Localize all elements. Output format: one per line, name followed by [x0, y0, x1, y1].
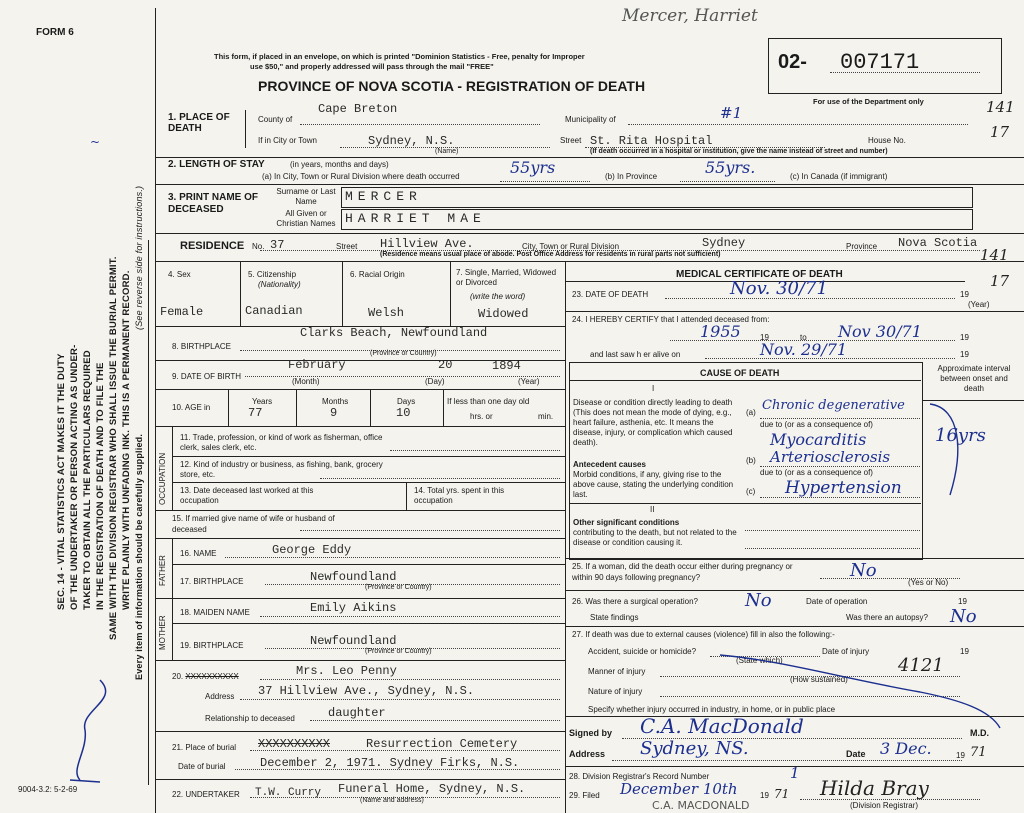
- dept-code-1: 141: [986, 98, 1015, 116]
- date-year: 71: [970, 745, 987, 760]
- d24-from: 1955: [700, 322, 741, 341]
- cause-c-rule: [760, 497, 920, 498]
- age-div-1: [228, 390, 229, 426]
- interval-bracket: [920, 400, 980, 510]
- address-value: Sydney, NS.: [640, 738, 749, 759]
- dept-use-note: For use of the Department only: [813, 97, 924, 106]
- stay-b-value: 55yrs.: [705, 158, 756, 177]
- municipality-label: Municipality of: [565, 115, 616, 124]
- direct-label: Disease or condition directly leading to death (This does not mean the mode of dying, e.g., heart failure, asthenia, etc. It means the disease, injury, or complication which caused death).: [573, 398, 733, 447]
- row-rule-c: [155, 389, 565, 390]
- medical-rule-4: [565, 626, 1024, 627]
- dept-code-3: 141: [980, 246, 1009, 264]
- col-div-2: [342, 262, 343, 326]
- burial-place-label: 21. Place of burial: [172, 743, 237, 752]
- sex-value: Female: [160, 305, 204, 319]
- burial-place-rule: [250, 750, 560, 751]
- age-years: 77: [248, 406, 263, 420]
- occupation-15: 15. If married give name of wife or husband of deceased: [172, 514, 335, 534]
- row-rule-j: [155, 779, 565, 780]
- row-rule-h: [155, 660, 565, 661]
- occupation-14: 14. Total yrs. spent in this occupation: [414, 486, 505, 505]
- other-rule-1: [745, 530, 920, 531]
- q26-value: No: [745, 590, 772, 611]
- dob-month-caption: (Month): [292, 377, 320, 386]
- municipality-value: #1: [720, 104, 743, 122]
- father-rule: [172, 564, 565, 565]
- roman-1: I: [652, 384, 655, 393]
- d23-value: Nov. 30/71: [730, 278, 828, 299]
- residence-note: (Residence means usual place of abode. Post Office Address for residents in rural parts not sufficient): [380, 251, 721, 258]
- stay-b-label: (b) In Province: [605, 172, 658, 181]
- informant-addr: 37 Hillview Ave., Sydney, N.S.: [258, 684, 475, 698]
- form-title: PROVINCE OF NOVA SCOTIA - REGISTRATION OF DEATH: [258, 78, 646, 94]
- cause-heading-rule: [569, 380, 921, 381]
- mother-bp: Newfoundland: [310, 634, 397, 648]
- section-rule-1: [155, 157, 1024, 158]
- antecedent-label: Antecedent causes Morbid conditions, if any, giving rise to the above cause, stating the underlying condition last.: [573, 460, 734, 499]
- registration-prefix: 02-: [778, 51, 807, 73]
- county-value: Cape Breton: [318, 102, 398, 116]
- spouse-rule: [300, 530, 560, 531]
- cause-a-marker: (a): [746, 408, 756, 417]
- street-label: Street: [560, 136, 582, 145]
- informant-sig: Mrs. Leo Penny: [296, 664, 397, 678]
- sec14-line-1: SEC. 14 - VITAL STATISTICS ACT MAKES IT THE DUTY: [56, 353, 67, 610]
- col-div-1: [240, 262, 241, 326]
- residence-no-label: No.: [252, 242, 265, 251]
- registrar-caption: (Division Registrar): [850, 801, 919, 810]
- mail-notice-line-2: use $50," and properly addressed will pass through the mail "FREE": [250, 62, 494, 71]
- surname-box: [341, 187, 973, 208]
- father-side-rule: [172, 538, 173, 598]
- yes-no-caption: (Yes or No): [908, 578, 949, 587]
- racial-label: 6. Racial Origin: [350, 270, 405, 279]
- q29-label: 29. Filed: [569, 791, 600, 800]
- autopsy-label: Was there an autopsy?: [846, 613, 928, 622]
- mother-maiden-rule: [260, 616, 560, 617]
- sec14-line-3: TAKER TO OBTAIN ALL THE PARTICULARS REQUIRED: [82, 350, 93, 610]
- d24-to-label: to: [800, 333, 807, 342]
- given-label: All Given or Christian Names: [276, 209, 336, 228]
- alive-label: and last saw h er alive on: [590, 350, 681, 359]
- q26-label: 26. Was there a surgical operation?: [572, 597, 698, 606]
- residence-city-label: City, Town or Rural Division: [522, 242, 620, 251]
- informant-rel-rule: [310, 720, 560, 721]
- cause-b-marker: (b): [746, 456, 756, 465]
- alive-value: Nov. 29/71: [760, 340, 848, 359]
- d23-19: 19: [960, 290, 969, 299]
- d24-19: 19: [760, 333, 769, 342]
- father-bp: Newfoundland: [310, 570, 397, 584]
- occupation-12-rule: [320, 478, 560, 479]
- occupation-side-rule: [172, 426, 173, 510]
- address-rule: [612, 760, 962, 761]
- age-hrs: hrs. or: [470, 412, 493, 421]
- signed-label: Signed by: [569, 728, 613, 738]
- undertaker-label: 22. UNDERTAKER: [172, 790, 240, 799]
- d24-19b: 19: [960, 333, 969, 342]
- form-number: FORM 6: [36, 27, 74, 38]
- citizenship-value: Canadian: [245, 304, 303, 318]
- mail-notice-line-1: This form, if placed in an envelope, on which is printed "Dominion Statistics - Free, penalty for Improper: [214, 52, 585, 61]
- residence-province-label: Province: [846, 242, 878, 251]
- marital-label: 7. Single, Married, Widowed or Divorced: [456, 268, 557, 287]
- city-caption: (Name): [435, 148, 459, 155]
- medical-rule-2: [565, 558, 1024, 559]
- father-bp-label: 17. BIRTHPLACE: [180, 577, 244, 586]
- section-rule-2: [155, 184, 1024, 185]
- birthplace-caption: (Province or Country): [370, 350, 437, 357]
- racial-value: Welsh: [368, 306, 405, 320]
- date-value: 3 Dec.: [880, 739, 932, 758]
- age-min: min.: [538, 412, 554, 421]
- specify-label: Specify whether injury occurred in industry, in home, or in public place: [588, 705, 836, 714]
- other-rule-2: [745, 548, 920, 549]
- mother-maiden-label: 18. MAIDEN NAME: [180, 608, 250, 617]
- col-div-3: [450, 262, 451, 326]
- every-item-note: Every item of information should be carefully supplied.: [134, 433, 144, 680]
- age-months-label: Months: [322, 397, 349, 406]
- state-which: (State which): [736, 656, 783, 665]
- surname-label: Surname or Last Name: [276, 187, 336, 206]
- stay-a-value: 55yrs: [510, 158, 556, 177]
- occupation-11: 11. Trade, profession, or kind of work as fisherman, office clerk, sales clerk, etc.: [180, 433, 383, 452]
- margin-scribble: ~: [90, 135, 101, 149]
- nature-label: Nature of injury: [588, 687, 643, 696]
- informant-rel: daughter: [328, 706, 386, 720]
- informant-addr-label: Address: [205, 692, 235, 701]
- birthplace-label: 8. BIRTHPLACE: [172, 342, 231, 351]
- section-rule-4: [155, 261, 1024, 262]
- row-rule-e: [155, 510, 565, 511]
- sec14-line-2: OF THE UNDERTAKER OR PERSON ACTING AS UNDER-: [69, 344, 80, 610]
- father-name: George Eddy: [272, 543, 352, 557]
- cause-b-value: Arteriosclerosis: [770, 448, 891, 466]
- father-name-rule: [225, 557, 560, 558]
- age-days: 10: [396, 406, 411, 420]
- top-annotation: Mercer, Harriet: [622, 6, 758, 26]
- stay-label: 2. LENGTH OF STAY: [168, 159, 265, 170]
- printed-name: C.A. MACDONALD: [652, 799, 750, 812]
- age-years-label: Years: [252, 397, 273, 406]
- form-code: 9004-3.2: 5-2-69: [18, 785, 78, 794]
- sex-label: 4. Sex: [168, 270, 191, 279]
- undertaker-caption: (Name and address): [360, 797, 424, 804]
- stay-c-label: (c) In Canada (if immigrant): [790, 172, 888, 181]
- state-findings-label: State findings: [590, 613, 639, 622]
- dept-code-4: 17: [990, 272, 1010, 290]
- d23-rule: [665, 298, 955, 299]
- margin-rule: [148, 240, 149, 785]
- cause-b-due: due to (or as a consequence of): [760, 468, 873, 477]
- citizenship-caption: (Nationality): [258, 280, 301, 289]
- other-label: Other significant conditions contributing to the death, but not related to the disease or condition causing it.: [573, 518, 737, 547]
- house-label: House No.: [868, 136, 906, 145]
- q28-label: 28. Division Registrar's Record Number: [569, 772, 710, 781]
- informant-rel-label: Relationship to deceased: [205, 714, 295, 723]
- stay-a-rule: [500, 181, 590, 182]
- mother-side-label: MOTHER: [158, 615, 167, 650]
- surname-value: MERCER: [345, 189, 422, 204]
- medical-heading: MEDICAL CERTIFICATE OF DEATH: [676, 269, 843, 280]
- mother-side-rule: [172, 598, 173, 660]
- margin-signature-mark: [60, 670, 120, 790]
- father-side-label: FATHER: [158, 555, 167, 586]
- reg-number-rule: [830, 72, 980, 73]
- occupation-rule-1: [172, 456, 565, 457]
- manner-label: Manner of injury: [588, 667, 646, 676]
- marital-value: Widowed: [478, 307, 529, 321]
- medical-rule-1: [565, 311, 1024, 312]
- interval-heading: Approximate interval between onset and death: [937, 364, 1011, 393]
- stay-caption: (in years, months and days): [290, 160, 389, 169]
- cause-c-value: Hypertension: [785, 478, 902, 498]
- d24-to: Nov 30/71: [838, 322, 922, 341]
- op-date-label: Date of operation: [806, 597, 868, 606]
- hospital-note: (If death occurred in a hospital or institution, give the name instead of street and number): [590, 148, 888, 155]
- mother-maiden: Emily Aikins: [310, 601, 397, 615]
- occupation-rule-2: [172, 482, 565, 483]
- address-label: Address: [569, 749, 606, 759]
- cause-heading: CAUSE OF DEATH: [700, 368, 780, 378]
- occupation-div: [406, 482, 407, 510]
- alive-rule: [705, 358, 955, 359]
- d23-year: (Year): [968, 300, 990, 309]
- autopsy-value: No: [950, 606, 977, 627]
- row-rule-g: [155, 598, 565, 599]
- cause-a-due: due to (or as a consequence of): [760, 420, 873, 429]
- dob-label: 9. DATE OF BIRTH: [172, 372, 242, 381]
- date-19: 19: [956, 751, 965, 760]
- birthplace-value: Clarks Beach, Newfoundland: [300, 326, 488, 340]
- residence-city: Sydney: [702, 236, 746, 250]
- city-label: If in City or Town: [258, 136, 317, 145]
- q25-label: 25. If a woman, did the death occur either during pregnancy or within 90 days following pregnancy?: [572, 562, 793, 582]
- sec14-line-6: WRITE PLAINLY WITH UNFADING INK. THIS IS A PERMANENT RECORD.: [121, 270, 132, 610]
- residence-no: 37: [270, 238, 285, 252]
- city-value: Sydney, N.S.: [368, 134, 455, 148]
- injury-19: 19: [960, 647, 969, 656]
- name-label: 3. PRINT NAME OF DECEASED: [168, 192, 259, 215]
- dob-month: February: [288, 358, 346, 372]
- row-rule-f: [155, 538, 565, 539]
- burial-place: Resurrection Cemetery: [366, 737, 518, 751]
- cause-b-rule: [760, 466, 920, 467]
- filed-value: December 10th: [620, 780, 738, 798]
- residence-street-label: Street: [336, 242, 358, 251]
- injury-date-label: Date of injury: [822, 647, 870, 656]
- given-value: HARRIET MAE: [345, 211, 486, 226]
- mother-bp-label: 19. BIRTHPLACE: [180, 641, 244, 650]
- center-divider: [565, 261, 566, 813]
- place-of-death-label: 1. PLACE OF DEATH: [168, 112, 230, 134]
- occupation-11-rule: [390, 450, 560, 451]
- op-19: 19: [958, 597, 967, 606]
- frame-left-rule: [155, 8, 156, 813]
- county-label: County of: [258, 115, 293, 124]
- row-rule-i: [155, 731, 565, 732]
- filed-year: 71: [774, 787, 790, 801]
- date-label: Date: [846, 749, 866, 759]
- registrar-signature: Hilda Bray: [820, 776, 929, 800]
- municipality-rule: [628, 124, 968, 125]
- marital-caption: (write the word): [470, 292, 526, 301]
- age-div-3: [370, 390, 371, 426]
- informant-sig-label: 20. XXXXXXXXXX: [172, 672, 239, 681]
- age-months: 9: [330, 406, 338, 420]
- cause-a2-value: Myocarditis: [770, 430, 867, 449]
- age-days-label: Days: [397, 397, 416, 406]
- occupation-side-label: OCCUPATION: [158, 452, 167, 505]
- d23-label: 23. DATE OF DEATH: [572, 290, 649, 299]
- interval-value: 16yrs: [935, 425, 986, 446]
- md-label: M.D.: [970, 728, 989, 738]
- filed-19: 19: [760, 791, 769, 800]
- burial-strike: XXXXXXXXXX: [258, 737, 331, 751]
- cause-c-marker: (c): [746, 487, 756, 496]
- see-reverse-note: (See reverse side for instructions.): [134, 185, 144, 330]
- d24-label: 24. I HEREBY CERTIFY that I attended deceased from:: [572, 315, 770, 324]
- q27-label: 27. If death was due to external causes (violence) fill in also the following:-: [572, 630, 835, 639]
- informant-addr-rule: [240, 699, 560, 700]
- q25-value: No: [850, 560, 877, 581]
- father-bp-caption: (Province or Country): [365, 584, 432, 591]
- undertaker-name: T.W. Curry: [255, 787, 322, 799]
- registration-number: 007171: [840, 50, 920, 75]
- row-rule-d: [155, 426, 565, 427]
- burial-date-rule: [235, 769, 560, 770]
- age-label: 10. AGE in: [172, 403, 211, 412]
- county-rule: [300, 124, 540, 125]
- alive-19: 19: [960, 350, 969, 359]
- dept-code-2: 17: [990, 123, 1010, 141]
- residence-province: Nova Scotia: [898, 236, 978, 250]
- citizenship-label: 5. Citizenship: [248, 270, 297, 279]
- residence-label: RESIDENCE: [180, 240, 245, 252]
- age-less-day: If less than one day old: [447, 397, 530, 406]
- roman-2: II: [650, 505, 655, 514]
- cause-split-rule: [569, 503, 921, 504]
- q28-value: 1: [790, 764, 800, 782]
- age-div-4: [443, 390, 444, 426]
- burial-date: December 2, 1971. Sydney Firks, N.S.: [260, 756, 520, 770]
- stay-a-label: (a) In City, Town or Rural Division where death occurred: [262, 172, 460, 181]
- dob-year-caption: (Year): [518, 377, 540, 386]
- father-name-label: 16. NAME: [180, 549, 217, 558]
- signed-value: C.A. MacDonald: [640, 714, 804, 738]
- stay-b-rule: [680, 181, 775, 182]
- burial-date-label: Date of burial: [178, 762, 226, 771]
- age-div-2: [296, 390, 297, 426]
- mother-bp-caption: (Province or Country): [365, 648, 432, 655]
- extra-number: 4121: [898, 655, 944, 676]
- mother-rule: [172, 623, 565, 624]
- residence-street: Hillview Ave.: [380, 237, 474, 251]
- occupation-13: 13. Date deceased last worked at this occupation: [180, 486, 314, 505]
- street-value: St. Rita Hospital: [590, 134, 713, 148]
- cause-a-rule: [760, 418, 920, 419]
- section-rule-3: [155, 233, 1024, 234]
- sec14-line-4: IN THE REGISTRATION OF DEATH AND TO FILE THE: [95, 362, 106, 610]
- medical-rule-3: [565, 590, 1024, 591]
- dob-day-caption: (Day): [425, 377, 445, 386]
- cause-a-value: Chronic degenerative: [762, 398, 905, 413]
- accident-label: Accident, suicide or homicide?: [588, 647, 697, 656]
- how-caption: (How sustained): [790, 675, 848, 684]
- informant-sig-rule: [260, 679, 560, 680]
- place-brace: [245, 110, 246, 148]
- dob-year: 1894: [492, 359, 521, 373]
- sec14-line-5: SAME WITH THE DIVISION REGISTRAR WHO SHALL ISSUE THE BURIAL PERMIT.: [108, 256, 119, 640]
- dob-day: 20: [438, 358, 453, 372]
- undertaker-value: Funeral Home, Sydney, N.S.: [338, 782, 526, 796]
- registrar-rule: [800, 799, 980, 800]
- occupation-12: 12. Kind of industry or business, as fishing, bank, grocery store, etc.: [180, 460, 383, 479]
